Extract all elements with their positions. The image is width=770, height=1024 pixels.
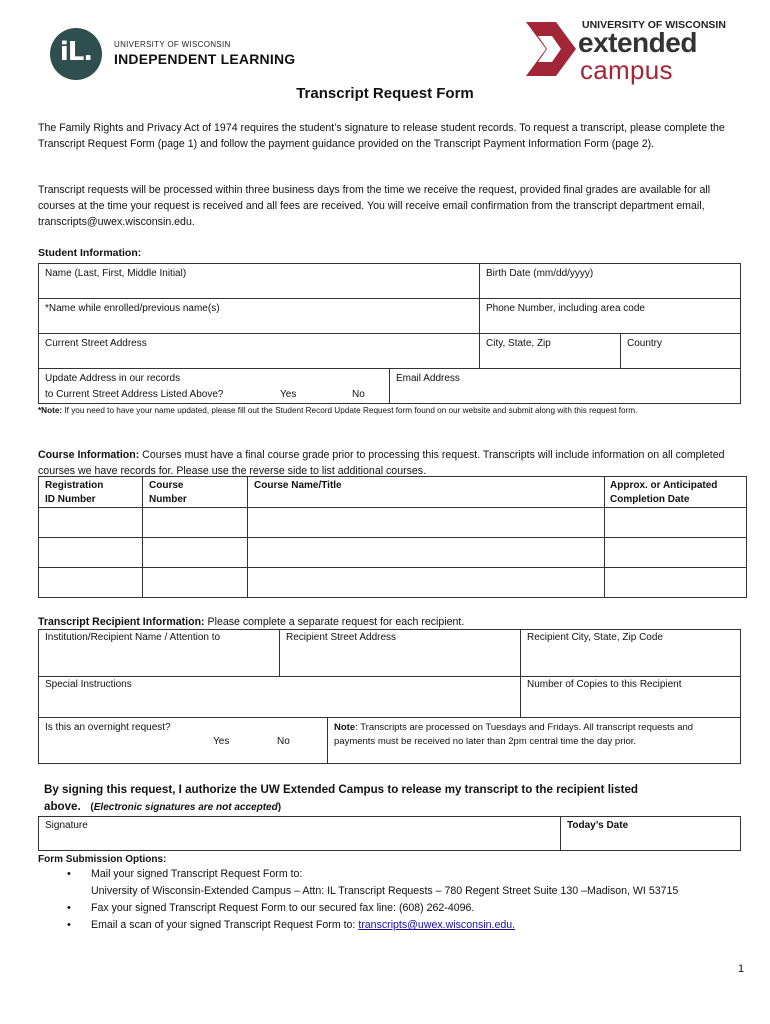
page-title: Transcript Request Form — [296, 85, 474, 102]
processing-note: Note: Transcripts are processed on Tuesdays and Fridays. All transcript requests and payments must be received no later than 2pm central time the day prior. — [334, 722, 694, 747]
col-completion-date: Approx. or Anticipated Completion Date — [610, 480, 718, 505]
bullet-icon: • — [67, 868, 71, 880]
transcripts-email-link[interactable]: transcripts@uwex.wisconsin.edu. — [358, 919, 516, 931]
recipient-info-heading: Transcript Recipient Information: — [38, 616, 205, 628]
electronic-signature-notice: Electronic signatures are not accepted — [93, 802, 278, 813]
il-logo-mark — [50, 28, 102, 80]
name-field[interactable]: Name (Last, First, Middle Initial) — [45, 268, 187, 279]
special-instructions-field[interactable]: Special Instructions — [45, 679, 132, 690]
course-info-heading: Course Information: — [38, 449, 140, 461]
il-logo-line2: INDEPENDENT LEARNING — [114, 51, 296, 67]
submission-heading: Form Submission Options: — [38, 854, 167, 865]
il-logo-text: iL. — [59, 37, 93, 67]
update-address-label-1: Update Address in our records — [45, 373, 181, 384]
col-course-number: Course Number — [149, 480, 187, 505]
overnight-no-option[interactable]: No — [277, 736, 290, 747]
mail-option: Mail your signed Transcript Request Form to: — [91, 868, 303, 880]
page-number: 1 — [738, 963, 745, 975]
previous-name-field[interactable]: *Name while enrolled/previous name(s) — [45, 303, 220, 314]
course-info-section — [38, 447, 748, 479]
course-info-desc: Courses must have a final course grade prior to processing this request. Transcripts will include information on all completed courses we have records for. Please use the reverse side to list additional courses. — [38, 449, 725, 477]
authorization-statement: By signing this request, I authorize the UW Extended Campus to release my transcript to the recipient listed above. (Electronic signatures are not accepted) — [44, 783, 638, 813]
signature-field[interactable]: Signature — [45, 820, 88, 831]
recipient-street-field[interactable]: Recipient Street Address — [286, 632, 397, 643]
update-address-no-option[interactable]: No — [352, 389, 365, 400]
update-address-label-2: to Current Street Address Listed Above? — [45, 389, 224, 400]
bullet-icon: • — [67, 902, 71, 914]
il-logo-line1: UNIVERSITY OF WISCONSIN — [114, 40, 231, 49]
col-registration-id: Registration ID Number — [45, 480, 104, 505]
signature-table — [38, 816, 741, 851]
fax-option: Fax your signed Transcript Request Form to our secured fax line: (608) 262-4096. — [91, 902, 475, 914]
ec-logo-line3: campus — [580, 55, 673, 85]
student-info-heading: Student Information: — [38, 247, 142, 259]
update-address-yes-option[interactable]: Yes — [280, 389, 297, 400]
email-option: Email a scan of your signed Transcript Request Form to: transcripts@uwex.wisconsin.edu. — [91, 919, 516, 931]
recipient-info-section — [38, 614, 748, 630]
recipient-city-field[interactable]: Recipient City, State, Zip Code — [527, 632, 663, 643]
phone-field[interactable]: Phone Number, including area code — [486, 303, 645, 314]
bullet-icon: • — [67, 919, 71, 931]
intro-paragraph-2: Transcript requests will be processed within three business days from the time we receive the request, provided final grades are available for all courses at the time your request is received and all fees are received. You will receive email confirmation from the transcript department email, transcripts@uwex.wisconsin.edu. — [38, 184, 711, 228]
copies-field[interactable]: Number of Copies to this Recipient — [527, 679, 682, 690]
email-field[interactable]: Email Address — [396, 373, 460, 384]
country-field[interactable]: Country — [627, 338, 663, 349]
note-text: If you need to have your name updated, please fill out the Student Record Update Request form found on our website and submit along with this request form. — [62, 406, 638, 415]
overnight-label: Is this an overnight request? — [45, 722, 171, 733]
ec-logo-line1: UNIVERSITY OF WISCONSIN — [582, 19, 726, 31]
overnight-yes-option[interactable]: Yes — [213, 736, 230, 747]
city-state-zip-field[interactable]: City, State, Zip — [486, 338, 551, 349]
intro-paragraph-1: The Family Rights and Privacy Act of 1974 requires the student’s signature to release student records. To request a transcript, please complete the Transcript Request Form (page 1) and follow the payment guidance provided on the Transcript Payment Information Form (page 2). — [38, 122, 725, 150]
date-field[interactable]: Today’s Date — [567, 820, 629, 831]
note-label: *Note: — [38, 406, 63, 415]
birth-date-field[interactable]: Birth Date (mm/dd/yyyy) — [486, 268, 594, 279]
recipient-info-desc: Please complete a separate request for each recipient. — [204, 616, 465, 628]
institution-field[interactable]: Institution/Recipient Name / Attention to — [45, 632, 221, 643]
ec-logo-line2: extended — [578, 27, 697, 58]
street-address-field[interactable]: Current Street Address — [45, 338, 147, 349]
mail-address: University of Wisconsin-Extended Campus – Attn: IL Transcript Requests – 780 Regent Street Suite 130 –Madison, WI 53715 — [91, 885, 679, 897]
name-update-note — [38, 405, 738, 417]
col-course-name: Course Name/Title — [254, 480, 342, 491]
extended-campus-logo-icon — [526, 22, 576, 76]
